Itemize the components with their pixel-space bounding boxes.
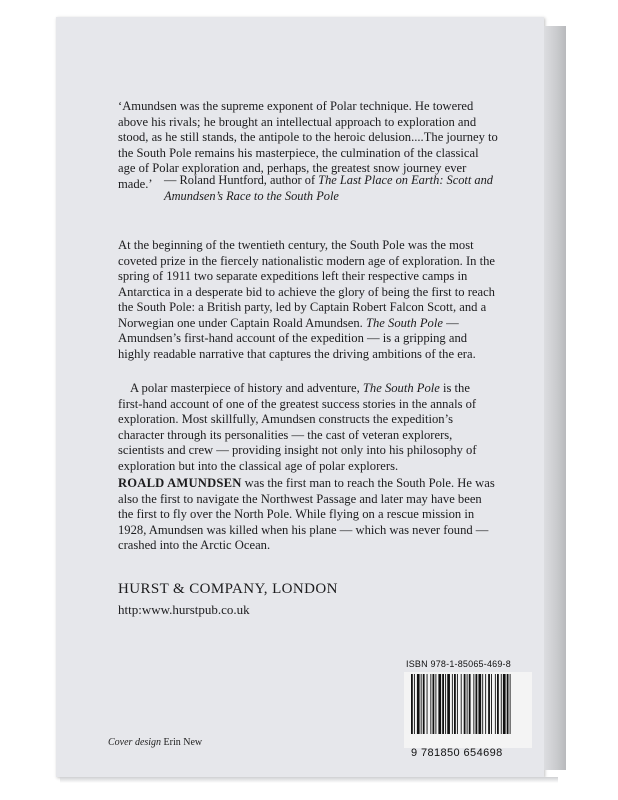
desc-p1-title: The South Pole <box>365 315 443 330</box>
page-edge <box>544 26 566 770</box>
cover-designer: Erin New <box>161 737 203 748</box>
author-bio <box>118 476 496 554</box>
barcode-icon <box>410 674 524 734</box>
page-edge-bottom <box>60 777 558 783</box>
desc-p2-start: A polar masterpiece of history and adventure, <box>130 381 363 395</box>
publisher-name: HURST & COMPANY, LONDON <box>118 581 338 597</box>
desc-p1-start: At the beginning of the twentieth century, the South Pole was the most coveted prize in the fiercely nationalistic modern age of exploration. In the spring of 1911 two separate expeditions left their respective camps in Antarctica in a desperate bid to achieve the glory of being the first to reach the South Pole: a British party, led by Captain Robert Falcon Scott, and a Norwegian one under Captain Roald Amundsen. <box>118 238 495 330</box>
author-bio-text: was the first man to reach the South Pole. He was also the first to navigate the Northwest Passage and later may have been the first to fly over the North Pole. While flying on a rescue mission in 1928, Amundsen was killed when his plane — which was never found — crashed into the Arctic Ocean. <box>118 476 495 552</box>
desc-p1-end: — Amundsen’s first-hand account of the expedition — is a gripping and highly readable narrative that captures the driving ambitions of the era. <box>118 315 476 361</box>
barcode-digits: 9 781850 654698 <box>411 747 503 759</box>
cover-design-label: Cover design <box>108 737 162 748</box>
description-paragraph-1 <box>118 238 496 362</box>
desc-p2-title: The South Pole <box>362 381 440 395</box>
attribution-prefix: — Roland Huntford, author of <box>164 173 319 187</box>
isbn-label: ISBN 978-1-85065-469-8 <box>406 659 511 669</box>
quote-attribution <box>164 173 504 204</box>
publisher-url: http:www.hurstpub.co.uk <box>118 602 250 617</box>
description-paragraph-2 <box>118 381 496 474</box>
quote-text: ‘Amundsen was the supreme exponent of Polar technique. He towered above his rivals; he brought an intellectual approach to exploration and stood, as he still stands, the antipole to the heroic delusion....The journey to the South Pole remains his masterpiece, the culmination of the classical age of Polar exploration and, perhaps, the greatest snow journey ever made.’ <box>118 99 498 191</box>
attribution-book: The Last Place on Earth: Scott and Amundsen’s Race to the South Pole <box>164 173 494 203</box>
desc-p2-end: is the first-hand account of one of the greatest success stories in the annals of exploration. Most skillfully, Amundsen constructs the expedition’s character through its personalities — the cast of veteran explorers, scientists and crew — providing insight not only into his philosophy of exploration but into the classical age of polar explorers. <box>118 381 477 473</box>
cover-design-credit <box>108 737 202 748</box>
author-name: ROALD AMUNDSEN <box>118 476 242 490</box>
